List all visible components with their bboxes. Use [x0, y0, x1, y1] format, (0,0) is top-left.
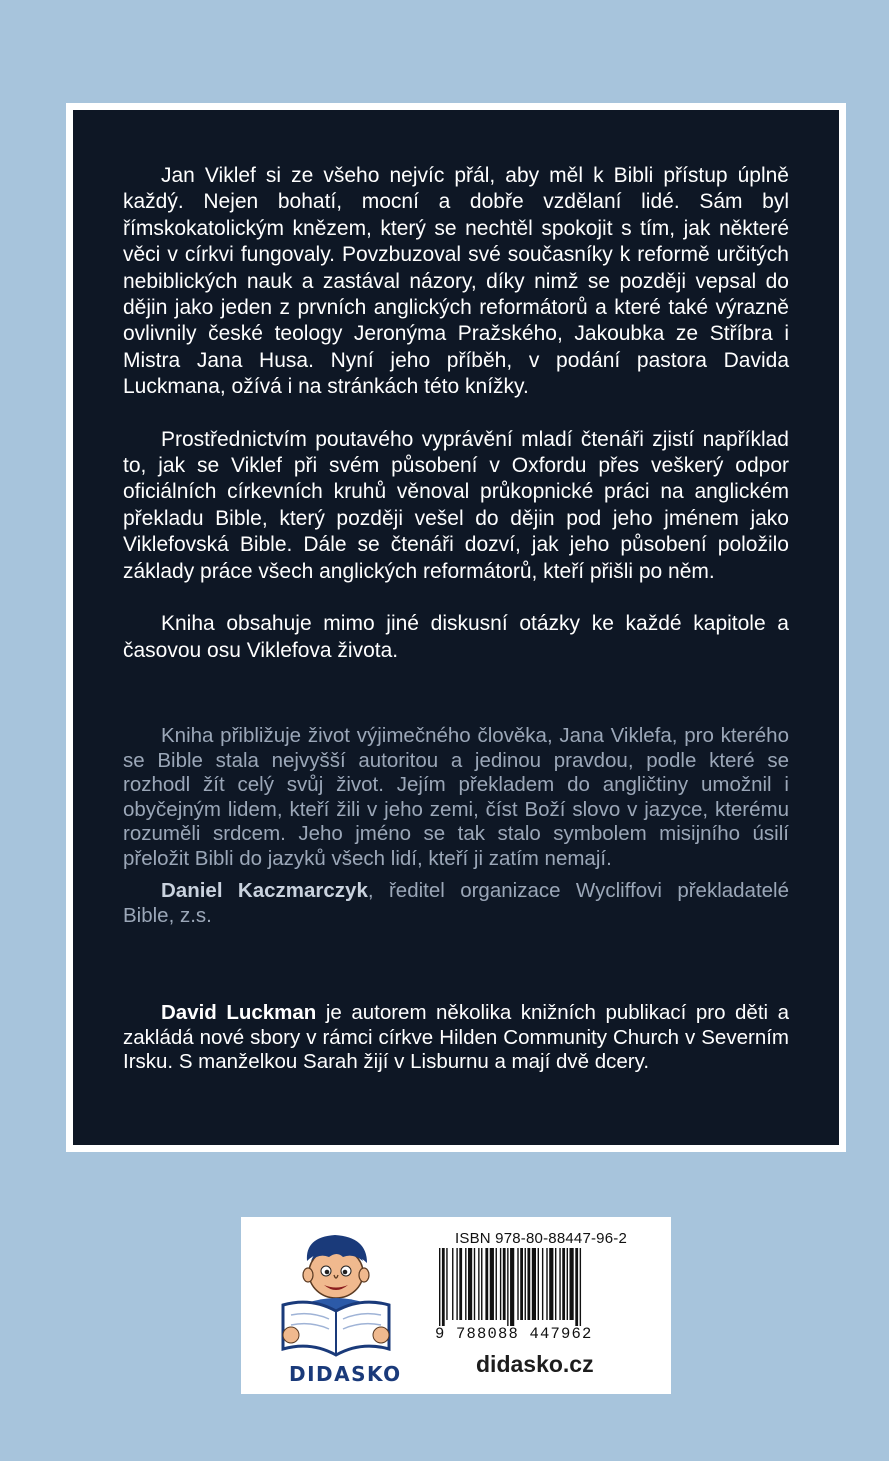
- barcode-bar: [496, 1248, 497, 1320]
- author-bio-body: je autorem několika knižních publikací pro děti a zakládá nové sbory v rámci církve Hilden Community Church v Severním Irsku. S manželkou Sarah žijí v Lisburnu a mají dvě dcery.: [123, 1001, 789, 1073]
- barcode-bar: [481, 1248, 482, 1320]
- publisher-logo-text: DIDASKO: [289, 1362, 402, 1386]
- publisher-website: didasko.cz: [476, 1351, 594, 1377]
- barcode-bar: [442, 1248, 445, 1326]
- back-cover-panel: [73, 110, 839, 1145]
- barcode-bar: [549, 1248, 553, 1320]
- barcode-bar: [446, 1248, 447, 1320]
- barcode-bar: [562, 1248, 565, 1320]
- barcode-bar: [465, 1248, 466, 1320]
- author-bio: [123, 1001, 789, 1075]
- author-bio-text: [123, 1001, 789, 1075]
- description-paragraph-1: Jan Viklef si ze všeho nejvíc přál, aby měl k Bibli přístup úplně každý. Nejen bohatí, mocní a dobře vzdělaní lidé. Sám byl římskokatolickým knězem, který se nechtěl spokojit s tím, jak některé věci v církvi fungovaly. Povzbuzoval své současníky k reformě určitých nebiblických nauk a zastával názory, díky nimž se později vepsal do dějin jako jeden z prvních anglických reformátorů a které také výrazně ovlivnily české teology Jeronýma Pražského, Jakoubka ze Stříbra i Mistra Jana Husa. Nyní jeho příběh, v podání pastora Davida Luckmana, ožívá i na stránkách této knížky.: [123, 164, 789, 399]
- barcode-bar: [490, 1248, 494, 1320]
- barcode-bar: [525, 1248, 526, 1320]
- isbn-label: ISBN 978-80-88447-96-2: [455, 1230, 628, 1247]
- barcode-bar: [510, 1248, 514, 1326]
- barcode-bar: [546, 1248, 547, 1320]
- barcode-bar: [570, 1248, 574, 1320]
- description-paragraph-2: Prostřednictvím poutavého vyprávění mladí čtenáři zjistí například to, jak se Viklef při svém působení v Oxfordu přes veškerý odpor oficiálních církevních kruhů věnoval průkopnické práci na anglickém překladu Bible, který později vešel do dějin pod jeho jménem jako Viklefovská Bible. Dále se čtenáři dozví, jak jeho působení položilo základy práce všech anglických reformátorů, kteří přišli po něm.: [123, 427, 789, 583]
- endorser-name: Daniel Kaczmarczyk: [161, 879, 368, 902]
- barcode-bar: [456, 1248, 457, 1320]
- barcode-bar: [580, 1248, 581, 1326]
- endorsement-quote: Kniha přibližuje život výjimečného člověka, Jana Viklefa, pro kterého se Bible stala nejvyšší autoritou a jedinou pravdou, podle které se rozhodl žít celý svůj život. Jejím překladem do angličtiny umožnil i obyčejným lidem, kteří žili v jeho zemi, číst Boží slovo v jazyce, kterému rozuměli srdcem. Jeho jméno se tak stalo symbolem misijního úsilí přeložit Bibli do jazyků všech lidí, kteří ji zatím nemají.: [123, 724, 789, 870]
- author-name: David Luckman: [161, 1001, 317, 1024]
- barcode: [435, 1248, 645, 1326]
- barcode-bar: [527, 1248, 530, 1320]
- barcode-bar: [452, 1248, 453, 1320]
- barcode-bar: [500, 1248, 501, 1320]
- barcode-bar: [439, 1248, 440, 1326]
- publisher-box: [241, 1217, 671, 1394]
- barcode-bar: [538, 1248, 539, 1320]
- barcode-bar: [503, 1248, 506, 1320]
- barcode-bar: [474, 1248, 475, 1320]
- barcode-bar: [485, 1248, 488, 1320]
- description-paragraph-3: Kniha obsahuje mimo jiné diskusní otázky ke každé kapitole a časovou osu Viklefova života.: [123, 612, 789, 662]
- barcode-bar: [532, 1248, 536, 1320]
- barcode-bar: [507, 1248, 508, 1326]
- boy-reading-book-icon: [277, 1231, 395, 1359]
- endorser-role: , ředitel organizace Wycliffovi překladatelé Bible, z.s.: [123, 879, 790, 927]
- barcode-bar: [542, 1248, 543, 1320]
- description: [123, 163, 789, 664]
- barcode-bar: [468, 1248, 472, 1320]
- barcode-bar: [517, 1248, 518, 1320]
- barcode-bar: [575, 1248, 578, 1326]
- endorsement-signature: [123, 879, 789, 928]
- barcode-bar: [478, 1248, 479, 1320]
- barcode-bar: [559, 1248, 560, 1320]
- barcode-bar: [567, 1248, 568, 1320]
- barcode-bar: [459, 1248, 462, 1320]
- endorsement: [123, 724, 789, 928]
- barcode-bar: [520, 1248, 523, 1320]
- barcode-digits: 9 788088 447962: [435, 1325, 593, 1343]
- barcode-bar: [555, 1248, 556, 1320]
